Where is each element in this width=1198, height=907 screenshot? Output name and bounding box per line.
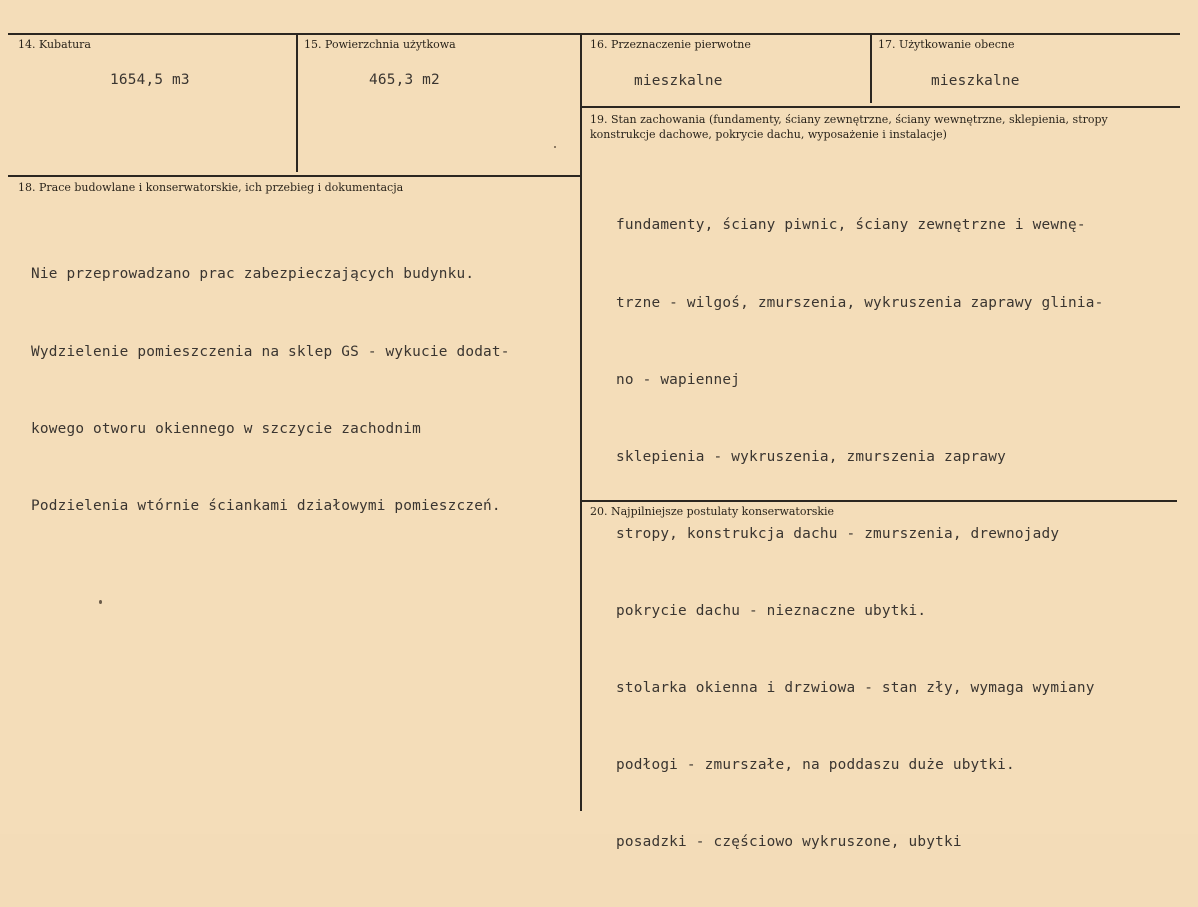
field-19-line: posadzki - częściowo wykruszone, ubytki bbox=[616, 834, 962, 851]
divider-14-15 bbox=[296, 33, 298, 172]
rule-above-19 bbox=[582, 106, 1180, 108]
field-19-text bbox=[616, 162, 1104, 907]
field-19-line: stolarka okienna i drzwiowa - stan zły, wymaga wymiany bbox=[616, 679, 1095, 696]
field-18-line: Wydzielenie pomieszczenia na sklep GS - wykucie dodat- bbox=[31, 343, 510, 360]
field-18-label: 18. Prace budowlane i konserwatorskie, ich przebieg i dokumentacja bbox=[18, 181, 404, 194]
field-19-line: trzne - wilgoś, zmurszenia, wykruszenia zaprawy glinia- bbox=[616, 294, 1104, 311]
divider-16-17 bbox=[870, 33, 872, 103]
field-19-line: podłogi - zmurszałe, na poddaszu duże ubytki. bbox=[616, 757, 1015, 774]
field-19-label: 19. Stan zachowania (fundamenty, ściany zewnętrzne, ściany wewnętrzne, sklepienia, stropy konstrukcje dachowe, pokrycie dachu, wyposażenie i instalacje) bbox=[590, 113, 1108, 141]
field-19-line: sklepienia - wykruszenia, zmurszenia zaprawy bbox=[616, 448, 1007, 465]
field-14-label: 14. Kubatura bbox=[18, 38, 91, 51]
field-14-value: 1654,5 m3 bbox=[110, 72, 190, 88]
field-19-line: stropy, konstrukcja dachu - zmurszenia, drewnojady bbox=[616, 525, 1060, 542]
field-16-value: mieszkalne bbox=[634, 73, 723, 89]
field-18-line: Nie przeprowadzano prac zabezpieczających budynku. bbox=[31, 266, 475, 283]
paper-speck bbox=[554, 146, 556, 148]
field-18-line: Podzielenia wtórnie ściankami działowymi pomieszczeń. bbox=[31, 497, 501, 514]
field-20-label: 20. Najpilniejsze postulaty konserwatorskie bbox=[590, 505, 835, 518]
field-19-line: fundamenty, ściany piwnic, ściany zewnętrzne i wewnę- bbox=[616, 217, 1086, 234]
main-vertical-divider bbox=[580, 33, 582, 811]
field-15-label: 15. Powierzchnia użytkowa bbox=[304, 38, 456, 51]
field-19-line: no - wapiennej bbox=[616, 371, 741, 388]
field-17-value: mieszkalne bbox=[931, 73, 1020, 89]
field-18-line: kowego otworu okiennego w szczycie zachodnim bbox=[31, 420, 422, 437]
field-17-label: 17. Użytkowanie obecne bbox=[878, 38, 1015, 51]
field-18-text bbox=[31, 211, 510, 571]
field-15-value: 465,3 m2 bbox=[369, 72, 440, 88]
paper-speck bbox=[99, 600, 102, 604]
top-rule bbox=[8, 33, 1180, 35]
field-16-label: 16. Przeznaczenie pierwotne bbox=[590, 38, 751, 51]
field-19-line: pokrycie dachu - nieznaczne ubytki. bbox=[616, 602, 927, 619]
rule-above-18 bbox=[8, 175, 581, 177]
